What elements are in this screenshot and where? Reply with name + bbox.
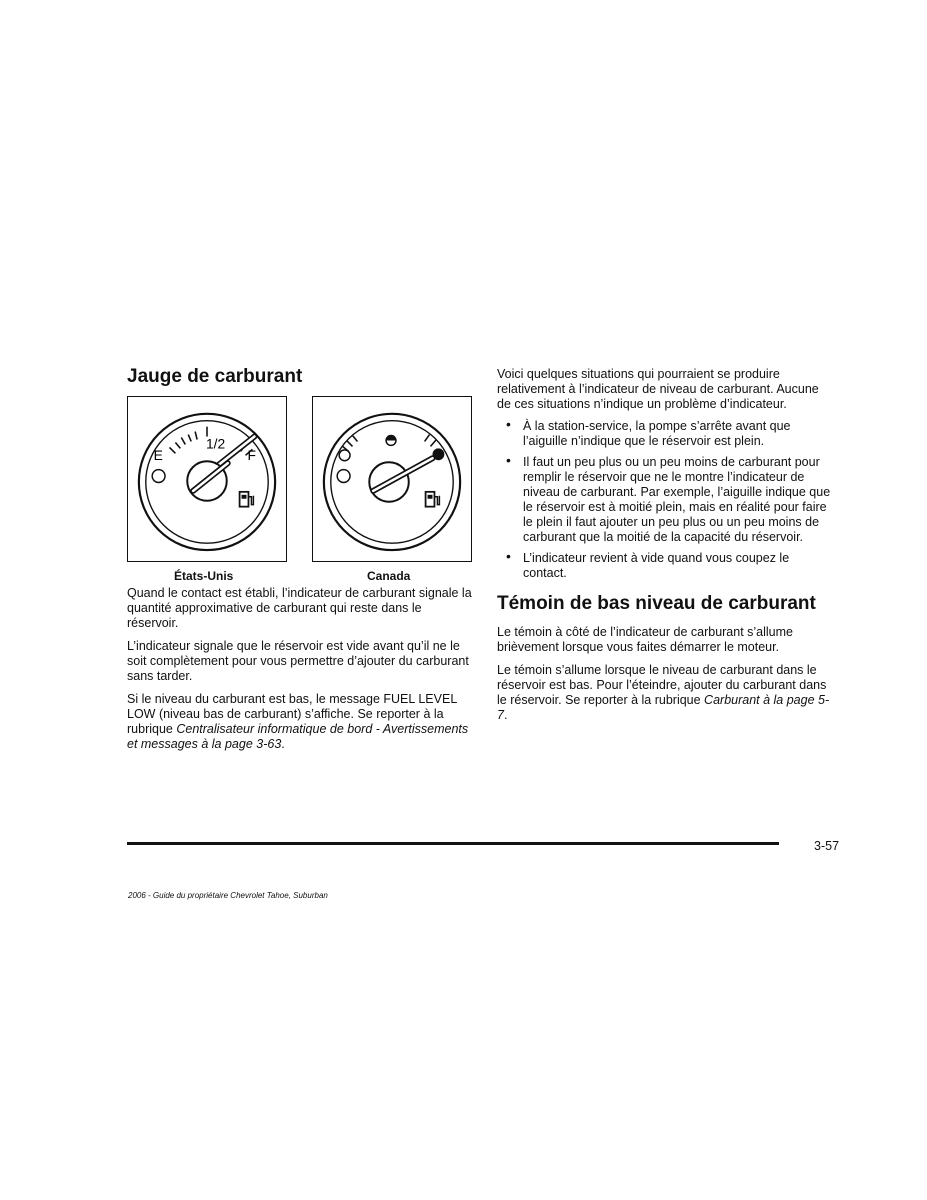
bullet-icon: • [506, 452, 511, 468]
us-fuel-gauge-drawing [128, 397, 286, 561]
fuel-pump-icon [426, 492, 440, 507]
paragraph: L’indicateur signale que le réservoir est vide avant qu’il ne le soit complètement pour vous permettre d’ajouter du carburant sans tarder. [127, 639, 469, 683]
section-heading-low-fuel: Témoin de bas niveau de carburant [497, 593, 816, 614]
canada-fuel-gauge [312, 396, 472, 562]
us-gauge-caption: États-Unis [174, 569, 234, 583]
page-number: 3-57 [814, 839, 840, 853]
low-fuel-lamp-icon [152, 470, 165, 483]
fuel-gauge-figures [127, 396, 472, 583]
paragraph: Le témoin à côté de l’indicateur de carburant s’allume brièvement lorsque vous faites démarrer le moteur. [497, 625, 794, 654]
cross-reference: Carburant à la page 5-7 [497, 693, 830, 722]
list-item [497, 452, 832, 545]
list-item [497, 548, 832, 581]
list-item-text: À la station-service, la pompe s’arrête avant que l’aiguille n’indique que le réservoir est plein. [523, 419, 791, 448]
canada-gauge-caption: Canada [367, 569, 411, 583]
half-circle-icon [386, 436, 396, 446]
footer-rule [127, 842, 779, 845]
cross-reference: Centralisateur informatique de bord - Avertissements et messages à la page 3-63 [127, 722, 469, 751]
list-item-text: L’indicateur revient à vide quand vous coupez le contact. [523, 551, 790, 580]
list-item [497, 416, 832, 449]
text-run: . [503, 708, 508, 722]
empty-circle-icon [339, 450, 350, 461]
bullet-icon: • [506, 548, 511, 564]
empty-label: E [153, 447, 163, 464]
low-fuel-lamp-icon [337, 470, 350, 483]
right-column [497, 367, 832, 731]
text-run: Le témoin s’allume lorsque le niveau de carburant dans le réservoir est bas. Pour l’éteindre, ajouter du carburant dans le réservoir. Se reporter à la rubrique [497, 663, 827, 707]
paragraph-fuel-level-low [127, 692, 472, 752]
fuel-pump-icon [240, 492, 254, 507]
intro-paragraph: Voici quelques situations qui pourraient se produire relativement à l’indicateur de niveau de carburant. Aucune de ces situations n’indique un problème d’indicateur. [497, 367, 819, 411]
situations-list [497, 416, 832, 581]
left-column [127, 364, 472, 760]
paragraph: Quand le contact est établi, l’indicateur de carburant signale la quantité approximative de carburant qui reste dans le réservoir. [127, 586, 472, 630]
full-label: F [247, 447, 256, 464]
text-run: . [281, 737, 285, 751]
list-item-text: Il faut un peu plus ou un peu moins de carburant pour remplir le réservoir que ne le montre l’indicateur de niveau de carburant. Par exemple, l’aiguille indique que le réservoir est à moitié plein, mais en réalité pour faire le plein il faut ajouter un peu plus ou un peu moins de carburant que la moitié de la capacité du réservoir. [523, 455, 831, 544]
section-heading: Jauge de carburant [127, 366, 303, 387]
half-label: 1/2 [206, 435, 226, 452]
paragraph-low-fuel-lamp [497, 663, 832, 723]
text-run: Si le niveau du carburant est bas, le message FUEL LEVEL LOW (niveau bas de carburant) s’affiche. Se reporter à la rubrique [127, 692, 457, 736]
bullet-icon: • [506, 416, 511, 432]
canada-fuel-gauge-drawing [313, 397, 471, 561]
us-fuel-gauge [127, 396, 287, 562]
document-footer: 2006 - Guide du propriétaire Chevrolet Tahoe, Suburban [128, 891, 328, 900]
